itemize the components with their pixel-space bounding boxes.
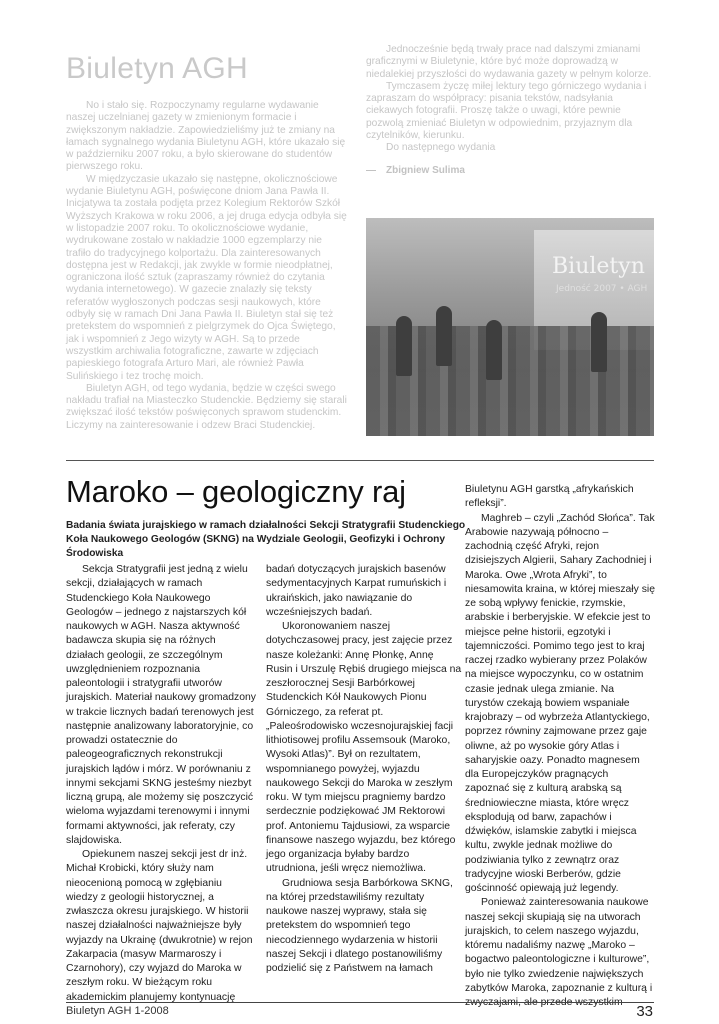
- faded-paragraph: Do następnego wydania: [386, 142, 496, 154]
- signature-dash: —: [366, 164, 376, 176]
- faded-paragraph: Jednocześnie będą trwały prace nad dalszymi zmianami graficznymi w Biuletynie, które być może doprowadzą w niedalekiej przyszłości do wydawania gazety w pełnym kolorze.: [366, 44, 652, 80]
- photo-figure: [486, 320, 502, 380]
- article-paragraph: Ukoronowaniem naszej dotychczasowej pracy, jest zajęcie przez nasze koleżanki: Annę Płonkę, Annę Rusin i Urszulę Rębiś drugiego miejsca na zeszłorocznej Sesji Barbórkowej Studenckich Kół Naukowych Pionu Górniczego, za referat pt. „Paleośrodowisko wczesnojurajskiej facji lithiotisowej profilu Assemsouk (Maroko, Wysoki Atlas)”. Był on rezultatem, wspomnianego powyżej, wyjazdu naukowego Sekcji do Maroka w zeszłym roku. W tym miejscu pragniemy bardzo serdecznie podziękować JM Rektorowi prof. Antoniemu Tajdusiowi, za wsparcie finansowe naszego wyjazdu, bez którego jego organizacja byłaby bardzo utrudniona, jeśli wręcz niemożliwa.: [266, 621, 462, 875]
- faded-left-column: [66, 100, 348, 432]
- article-column-3: [465, 483, 655, 1010]
- photo-figure: [436, 306, 452, 366]
- article-paragraph: Maghreb – czyli „Zachód Słońca”. Tak Arabowie nazywają północno – zachodnią część Afryki, rejon dzisiejszych Algierii, Sahary Zachodniej i Maroka. Owe „Wrota Afryki”, to niesamowita kraina, w której mieszały się ze sobą wpływy fenickie, rzymskie, arabskie i berberyjskie. W efekcie jest to miejsce pełne historii, egzotyki i tajemniczości. Pomimo tego jest to kraj raczej rzadko wybierany przez Polaków na miejsce wypoczynku, co w ostatnim czasie jednak ulega zmianie. Na turystów czekają bowiem wspaniałe krajobrazy – od wybrzeża Atlantyckiego, poprzez równiny zajmowane przez gaje oliwne, aż po wysokie góry Atlas i saharyjskie oazy. Ponadto magnesem dla Europejczyków pragnących zapoznać się z kulturą arabską są średniowieczne miasta, które wręcz eksplodują od barw, zapachów i dźwięków, islamskie zabytki i miejsca kultu, zwykle jednak możliwe do podziwiania tylko z zewnątrz oraz tradycyjne wioski Berberów, gdzie gościnność opiewają już legendy.: [465, 512, 655, 894]
- article-lead: Badania świata jurajskiego w ramach działalności Sekcji Stratygrafii Studenckiego Koła Naukowego Geologów (SKNG) na Wydziale Geologii, Geofizyki i Ochrony Środowiska: [66, 520, 466, 559]
- article-paragraph: Ponieważ zainteresowania naukowe naszej sekcji skupiają się na utworach jurajskich, to celem naszego wyjazdu, któremu nadaliśmy nazwę „Maroko – bogactwo paleontologiczne i kulturowe”, było nie tylko zwiedzenie największych zabytków Maroka, zapoznanie z kulturą i: [465, 897, 653, 994]
- signature-name: Zbigniew Sulima: [386, 164, 465, 176]
- footer-publication: Biuletyn AGH 1-2008: [66, 1005, 169, 1017]
- faded-paragraph: Tymczasem życzę miłej lektury tego górniczego wydania i zapraszam do współpracy: pisania tekstów, nadsyłania ciekawych fotografii. Proszę także o uwagi, które pewnie pozwolą zmieniać Biuletyn w odpowiednim, przyjaznym dla czytelników, kierunku.: [366, 80, 647, 142]
- article-paragraph: Opiekunem naszej sekcji jest dr inż. Michał Krobicki, który służy nam nieocenioną pomocą w zgłębianiu wiedzy z geologii historycznej, a zwłaszcza okresu jurajskiego. W historii naszej działalności najważniejsze były wyjazdy na Ukrainę (dwukrotnie) w rejon Zakarpacia (masyw Marmaroszy i Czarnohory), czy wyjazd do Maroka w zeszłym roku. W bieżącym roku akademickim planujemy kontynuację: [66, 849, 253, 1003]
- article-paragraph: Biuletynu AGH garstką „afrykańskich refleksji”.: [465, 484, 634, 510]
- photo-screen-text: Biuletyn: [552, 254, 645, 279]
- faded-section-title: Biuletyn AGH: [66, 52, 249, 85]
- faded-right-column: [366, 44, 656, 177]
- article-paragraph: badań dotyczących jurajskich basenów sedymentacyjnych Karpat rumuńskich i ukraińskich, jako nawiązanie do wcześniejszych badań.: [266, 564, 447, 618]
- photo-figure: [396, 316, 412, 376]
- faded-paragraph: No i stało się. Rozpoczynamy regularne wydawanie naszej uczelnianej gazety w zmienionym formacie i zwiększonym nakładzie. Zapowiedzieliśmy już te zmiany na łamach sygnalnego wydania Biuletynu AGH, które ukazało się w październiku 2007 roku, a było skierowane do studentów pierwszego roku.: [66, 100, 346, 173]
- faded-previous-article: [0, 0, 719, 460]
- faded-paragraph: W międzyczasie ukazało się następne, okolicznościowe wydanie Biuletynu AGH, poświęcone dniom Jana Pawła II. Inicjatywa ta została podjęta przez Kolegium Rektorów Szkół Wyższych Krakowa w roku 2006, a jej druga edycja odbyła się w listopadzie 2007 roku. To okolicznościowe wydanie, wydrukowane zostało w nakładzie 1000 egzemplarzy nie trafiło do tradycyjnego kolportażu. Dla zainteresowanych dostępna jest w Redakcji, jak zwykle w formie nieodpłatnej, ograniczona ilość sztuk (zapraszamy również do czytania wydania internetowego). W gazecie znalazły się teksty referatów wygłoszonych podczas sesji naukowych, które odbyły się w ramach Dni Jana Pawła II. Biuletyn stał się też pretekstem do wspomnień z pielgrzymek do Ojca Świętego, jak i wspomnień z Jego wizyty w AGH. Są to przede wszystkim archiwalia fotograficzne, zawarte w zdjęciach papieskiego fotografa Arturo Mari, ale również Pawła Sulińskiego i tez trochę moich.: [66, 173, 347, 382]
- page-number: 33: [636, 1003, 653, 1020]
- photo-figure: [591, 312, 607, 372]
- article-title: Maroko – geologiczny raj: [66, 474, 406, 509]
- photo-screen-subtext: Jedność 2007 • AGH: [556, 284, 648, 294]
- ceremony-photo: [366, 218, 654, 436]
- footer-rule: [66, 1002, 654, 1003]
- article-column-1: [66, 563, 256, 1005]
- article-paragraph: Grudniowa sesja Barbórkowa SKNG, na której przedstawiliśmy rezultaty naukowe naszej wyprawy, stała się pretekstem do wspomnień tego niecodziennego wydarzenia w historii naszej Sekcji i dlatego postanowiliśmy podzielić się z Państwem na łamach: [266, 877, 453, 974]
- editor-signature: [366, 165, 656, 177]
- section-divider: [66, 460, 654, 461]
- article-paragraph: Sekcja Stratygrafii jest jedną z wielu sekcji, działających w ramach Studenckiego Koła Naukowego Geologów – jednego z najstarszych kół naukowych w AGH. Nasza aktywność badawcza skupia się na różnych działach geologii, ze szczególnym uwzględnieniem rozpoznania paleontologii i stratygrafii utworów jurajskich. Materiał naukowy gromadzony w trakcie licznych badań terenowych jest następnie analizowany laboratoryjnie, co prowadzi ostatecznie do paleogeograficznych rekonstrukcji jurajskich lądów i mórz. W porównaniu z innymi sekcjami SKNG jesteśmy niezbyt liczną grupą, ale możemy się poszczycić wieloma wyjazdami terenowymi i innymi formami aktywności, jak referaty, czy slajdowiska.: [66, 564, 256, 846]
- article-column-2: [266, 563, 462, 976]
- faded-paragraph: Biuletyn AGH, od tego wydania, będzie w części swego nakładu trafiał na Miasteczko Studenckie. Będziemy się starali zwiększać ilość tekstów poświęconych sprawom studenckim. Liczymy na zainteresowanie i odzew Braci Studenckiej.: [66, 382, 347, 431]
